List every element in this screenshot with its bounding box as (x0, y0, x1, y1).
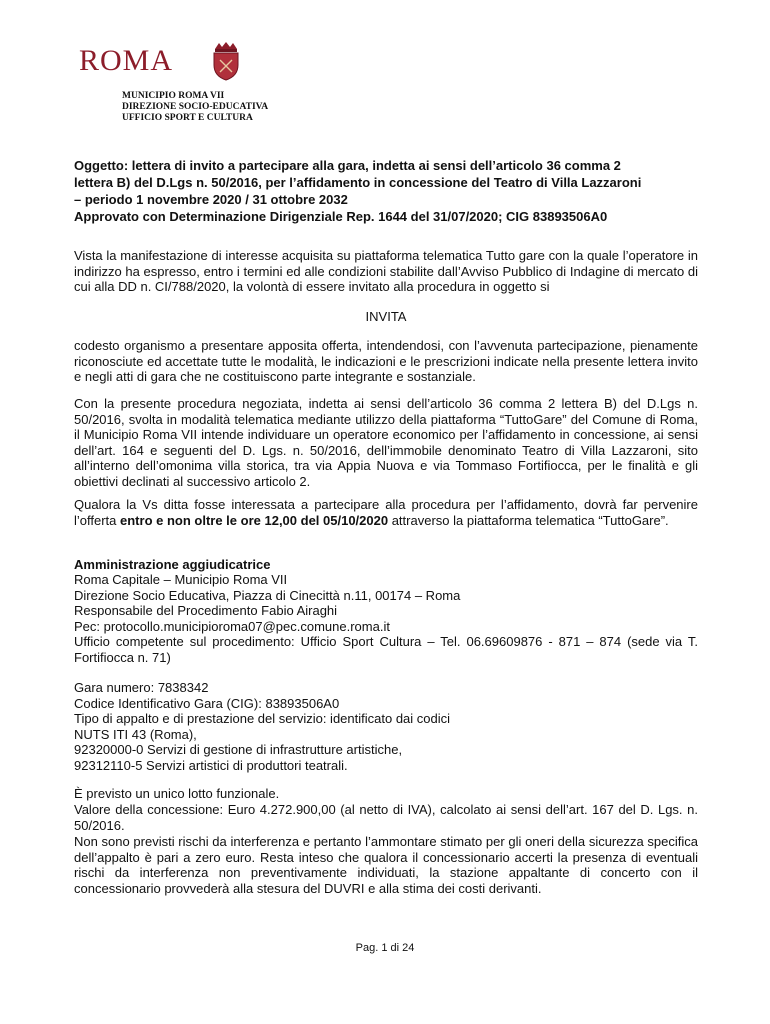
gara-line: NUTS ITI 43 (Roma), (74, 726, 197, 742)
amministrazione-lines (74, 572, 698, 634)
amministrazione-line: Pec: protocollo.municipioroma07@pec.comune.roma.it (74, 618, 390, 634)
valore-paragraph: Valore della concessione: Euro 4.272.900,00 (al netto di IVA), calcolato ai sensi dell’art. 167 del D. Lgs. n. 50/2016. (74, 802, 698, 833)
office-line: DIREZIONE SOCIO-EDUCATIVA (122, 102, 269, 112)
amministrazione-line: Roma Capitale – Municipio Roma VII (74, 572, 288, 587)
subject-line: lettera B) del D.Lgs n. 50/2016, per l’affidamento in concessione del Teatro di Villa Lazzaroni (74, 175, 642, 190)
roma-logo-text: ROMA (79, 44, 174, 77)
gara-line: 92320000-0 Servizi di gestione di infrastrutture artistiche, (74, 742, 403, 758)
lotto-line: È previsto un unico lotto funzionale. (74, 786, 280, 801)
procedure-paragraph: Con la presente procedura negoziata, indetta ai sensi dell’articolo 36 comma 2 lettera B) del D.Lgs n. 50/2016, svolta in modalità telematica mediante utilizzo della piattaforma “TuttoGare” del Comune di Roma, il Municipio Roma VII intende individuare un operatore economico per l’affidamento in concessione, ai sensi dell’art. 164 e seguenti del D. Lgs. n. 50/2016, dell’immobile denominato Teatro di Villa Lazzaroni, sito all’interno dell’omonima villa storica, tra via Appia Nuova e via Tommaso Fortifiocca, per le finalità e gli obiettivi declinati al successivo articolo 2. (74, 396, 698, 489)
amministrazione-heading: Amministrazione aggiudicatrice (74, 557, 271, 572)
page-number: Pag. 1 di 24 (355, 942, 415, 954)
amministrazione-line: Responsabile del Procedimento Fabio Airaghi (74, 603, 338, 619)
invita-heading: INVITA (365, 309, 407, 324)
gara-details (74, 680, 698, 774)
office-heading (122, 91, 268, 124)
gara-line: 92312110-5 Servizi artistici di produttori teatrali. (74, 757, 348, 773)
rischi-paragraph: Non sono previsti rischi da interferenza e pertanto l’ammontare stimato per gli oneri della sicurezza specifica dell’appalto è pari a zero euro. Resta inteso che qualora il concessionario accerti la presenza di eventuali rischi da interferenza non preventivamente individuati, la stazione appaltante di concerto con il concessionario provvederà alla stesura del DUVRI e alla stima dei costi derivanti. (74, 834, 698, 896)
subject-line: – periodo 1 novembre 2020 / 31 ottobre 2032 (74, 192, 348, 207)
roma-crest-icon (211, 41, 241, 81)
invita-paragraph: codesto organismo a presentare apposita offerta, intendendosi, con l’avvenuta partecipazione, pienamente riconosciute ed accettate tutte le modalità, le indicazioni e le prescrizioni indicate nella presente lettera invito e negli atti di gara che ne costituiscono parte integrante e sostanziale. (74, 338, 698, 385)
offer-deadline: entro e non oltre le ore 12,00 del 05/10/2020 (120, 512, 389, 528)
offer-paragraph (74, 497, 698, 528)
intro-paragraph: Vista la manifestazione di interesse acquisita su piattaforma telematica Tutto gare con la quale l’operatore in indirizzo ha espresso, entro i termini ed alle condizioni stabilite dall’Avviso Pubblico di Indagine di mercato di cui alla DD n. CI/788/2020, la volontà di essere invitato alla procedura in oggetto si (74, 248, 698, 295)
ufficio-paragraph: Ufficio competente sul procedimento: Ufficio Sport Cultura – Tel. 06.69609876 - 871 – 874 (sede via T. Fortifiocca n. 71) (74, 634, 698, 665)
office-line: MUNICIPIO ROMA VII (122, 91, 225, 101)
offer-text-end: attraverso la piattaforma telematica “TuttoGare”. (388, 512, 669, 528)
gara-line: Tipo di appalto e di prestazione del servizio: identificato dai codici (74, 711, 451, 727)
subject-block (74, 157, 698, 225)
office-line: UFFICIO SPORT E CULTURA (122, 113, 253, 123)
gara-line: Codice Identificativo Gara (CIG): 83893506A0 (74, 695, 340, 711)
subject-line: Approvato con Determinazione Dirigenziale Rep. 1644 del 31/07/2020; CIG 83893506A0 (74, 209, 608, 224)
gara-line: Gara numero: 7838342 (74, 680, 209, 695)
subject-line: Oggetto: lettera di invito a partecipare alla gara, indetta ai sensi dell’articolo 36 comma 2 (74, 158, 621, 173)
offer-text: Qualora la Vs ditta fosse interessata a partecipare alla procedura per l’affidamento, dovrà far pervenire l’offerta (74, 497, 698, 528)
amministrazione-line: Direzione Socio Educativa, Piazza di Cinecittà n.11, 00174 – Roma (74, 587, 461, 603)
